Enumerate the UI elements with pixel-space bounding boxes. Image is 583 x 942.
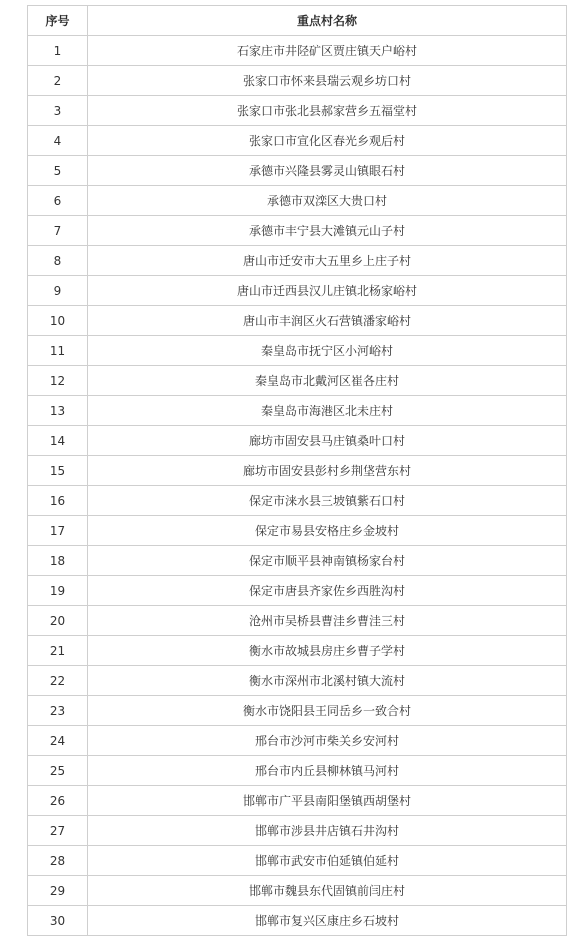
- table-row: [28, 456, 567, 486]
- row-index: 5: [28, 156, 88, 186]
- villages-table-container: [27, 5, 566, 936]
- table-row: [28, 786, 567, 816]
- row-index: 14: [28, 426, 88, 456]
- row-index: 26: [28, 786, 88, 816]
- row-index: 28: [28, 846, 88, 876]
- table-row: [28, 426, 567, 456]
- row-village-name: 邯郸市武安市伯延镇伯延村: [88, 846, 567, 876]
- table-row: [28, 516, 567, 546]
- table-row: [28, 126, 567, 156]
- table-row: [28, 546, 567, 576]
- row-village-name: 石家庄市井陉矿区贾庄镇天户峪村: [88, 36, 567, 66]
- header-index: 序号: [28, 6, 88, 36]
- header-village-name: 重点村名称: [88, 6, 567, 36]
- row-index: 17: [28, 516, 88, 546]
- row-index: 16: [28, 486, 88, 516]
- row-village-name: 廊坊市固安县彭村乡荆垡营东村: [88, 456, 567, 486]
- row-index: 22: [28, 666, 88, 696]
- row-village-name: 唐山市迁安市大五里乡上庄子村: [88, 246, 567, 276]
- row-village-name: 承德市兴隆县雾灵山镇眼石村: [88, 156, 567, 186]
- row-village-name: 保定市顺平县神南镇杨家台村: [88, 546, 567, 576]
- villages-table: [27, 5, 567, 936]
- table-row: [28, 666, 567, 696]
- table-row: [28, 726, 567, 756]
- table-row: [28, 156, 567, 186]
- row-index: 12: [28, 366, 88, 396]
- row-village-name: 秦皇岛市海港区北未庄村: [88, 396, 567, 426]
- row-index: 9: [28, 276, 88, 306]
- row-village-name: 邢台市内丘县柳林镇马河村: [88, 756, 567, 786]
- row-village-name: 衡水市深州市北溪村镇大流村: [88, 666, 567, 696]
- row-index: 25: [28, 756, 88, 786]
- row-village-name: 张家口市怀来县瑞云观乡坊口村: [88, 66, 567, 96]
- row-index: 15: [28, 456, 88, 486]
- table-row: [28, 336, 567, 366]
- row-index: 10: [28, 306, 88, 336]
- row-index: 11: [28, 336, 88, 366]
- row-index: 18: [28, 546, 88, 576]
- row-index: 6: [28, 186, 88, 216]
- row-village-name: 沧州市吴桥县曹洼乡曹洼三村: [88, 606, 567, 636]
- row-index: 29: [28, 876, 88, 906]
- row-village-name: 张家口市宣化区春光乡观后村: [88, 126, 567, 156]
- row-index: 23: [28, 696, 88, 726]
- row-index: 21: [28, 636, 88, 666]
- row-village-name: 张家口市张北县郝家营乡五福堂村: [88, 96, 567, 126]
- row-index: 7: [28, 216, 88, 246]
- table-body: [28, 36, 567, 936]
- row-village-name: 承德市双滦区大贵口村: [88, 186, 567, 216]
- row-index: 27: [28, 816, 88, 846]
- row-index: 2: [28, 66, 88, 96]
- table-row: [28, 636, 567, 666]
- row-village-name: 邯郸市复兴区康庄乡石坡村: [88, 906, 567, 936]
- table-row: [28, 306, 567, 336]
- table-row: [28, 876, 567, 906]
- table-row: [28, 366, 567, 396]
- row-index: 3: [28, 96, 88, 126]
- table-row: [28, 486, 567, 516]
- row-index: 8: [28, 246, 88, 276]
- table-row: [28, 396, 567, 426]
- row-village-name: 秦皇岛市抚宁区小河峪村: [88, 336, 567, 366]
- row-village-name: 唐山市迁西县汉儿庄镇北杨家峪村: [88, 276, 567, 306]
- row-index: 30: [28, 906, 88, 936]
- row-village-name: 唐山市丰润区火石营镇潘家峪村: [88, 306, 567, 336]
- table-row: [28, 846, 567, 876]
- table-row: [28, 696, 567, 726]
- row-village-name: 保定市唐县齐家佐乡西胜沟村: [88, 576, 567, 606]
- table-row: [28, 576, 567, 606]
- row-village-name: 廊坊市固安县马庄镇桑叶口村: [88, 426, 567, 456]
- row-village-name: 邢台市沙河市柴关乡安河村: [88, 726, 567, 756]
- row-village-name: 衡水市故城县房庄乡曹子学村: [88, 636, 567, 666]
- table-row: [28, 96, 567, 126]
- row-village-name: 秦皇岛市北戴河区崔各庄村: [88, 366, 567, 396]
- row-village-name: 衡水市饶阳县王同岳乡一致合村: [88, 696, 567, 726]
- row-index: 4: [28, 126, 88, 156]
- table-row: [28, 186, 567, 216]
- row-village-name: 保定市易县安格庄乡金坡村: [88, 516, 567, 546]
- table-row: [28, 756, 567, 786]
- table-row: [28, 36, 567, 66]
- row-index: 1: [28, 36, 88, 66]
- table-row: [28, 246, 567, 276]
- row-index: 13: [28, 396, 88, 426]
- row-index: 19: [28, 576, 88, 606]
- table-row: [28, 66, 567, 96]
- header-row: [28, 6, 567, 36]
- row-village-name: 保定市涞水县三坡镇紫石口村: [88, 486, 567, 516]
- table-header: [28, 6, 567, 36]
- table-row: [28, 606, 567, 636]
- table-row: [28, 906, 567, 936]
- row-village-name: 邯郸市魏县东代固镇前闫庄村: [88, 876, 567, 906]
- row-village-name: 邯郸市涉县井店镇石井沟村: [88, 816, 567, 846]
- table-row: [28, 216, 567, 246]
- row-index: 24: [28, 726, 88, 756]
- table-row: [28, 816, 567, 846]
- row-village-name: 邯郸市广平县南阳堡镇西胡堡村: [88, 786, 567, 816]
- row-village-name: 承德市丰宁县大滩镇元山子村: [88, 216, 567, 246]
- row-index: 20: [28, 606, 88, 636]
- table-row: [28, 276, 567, 306]
